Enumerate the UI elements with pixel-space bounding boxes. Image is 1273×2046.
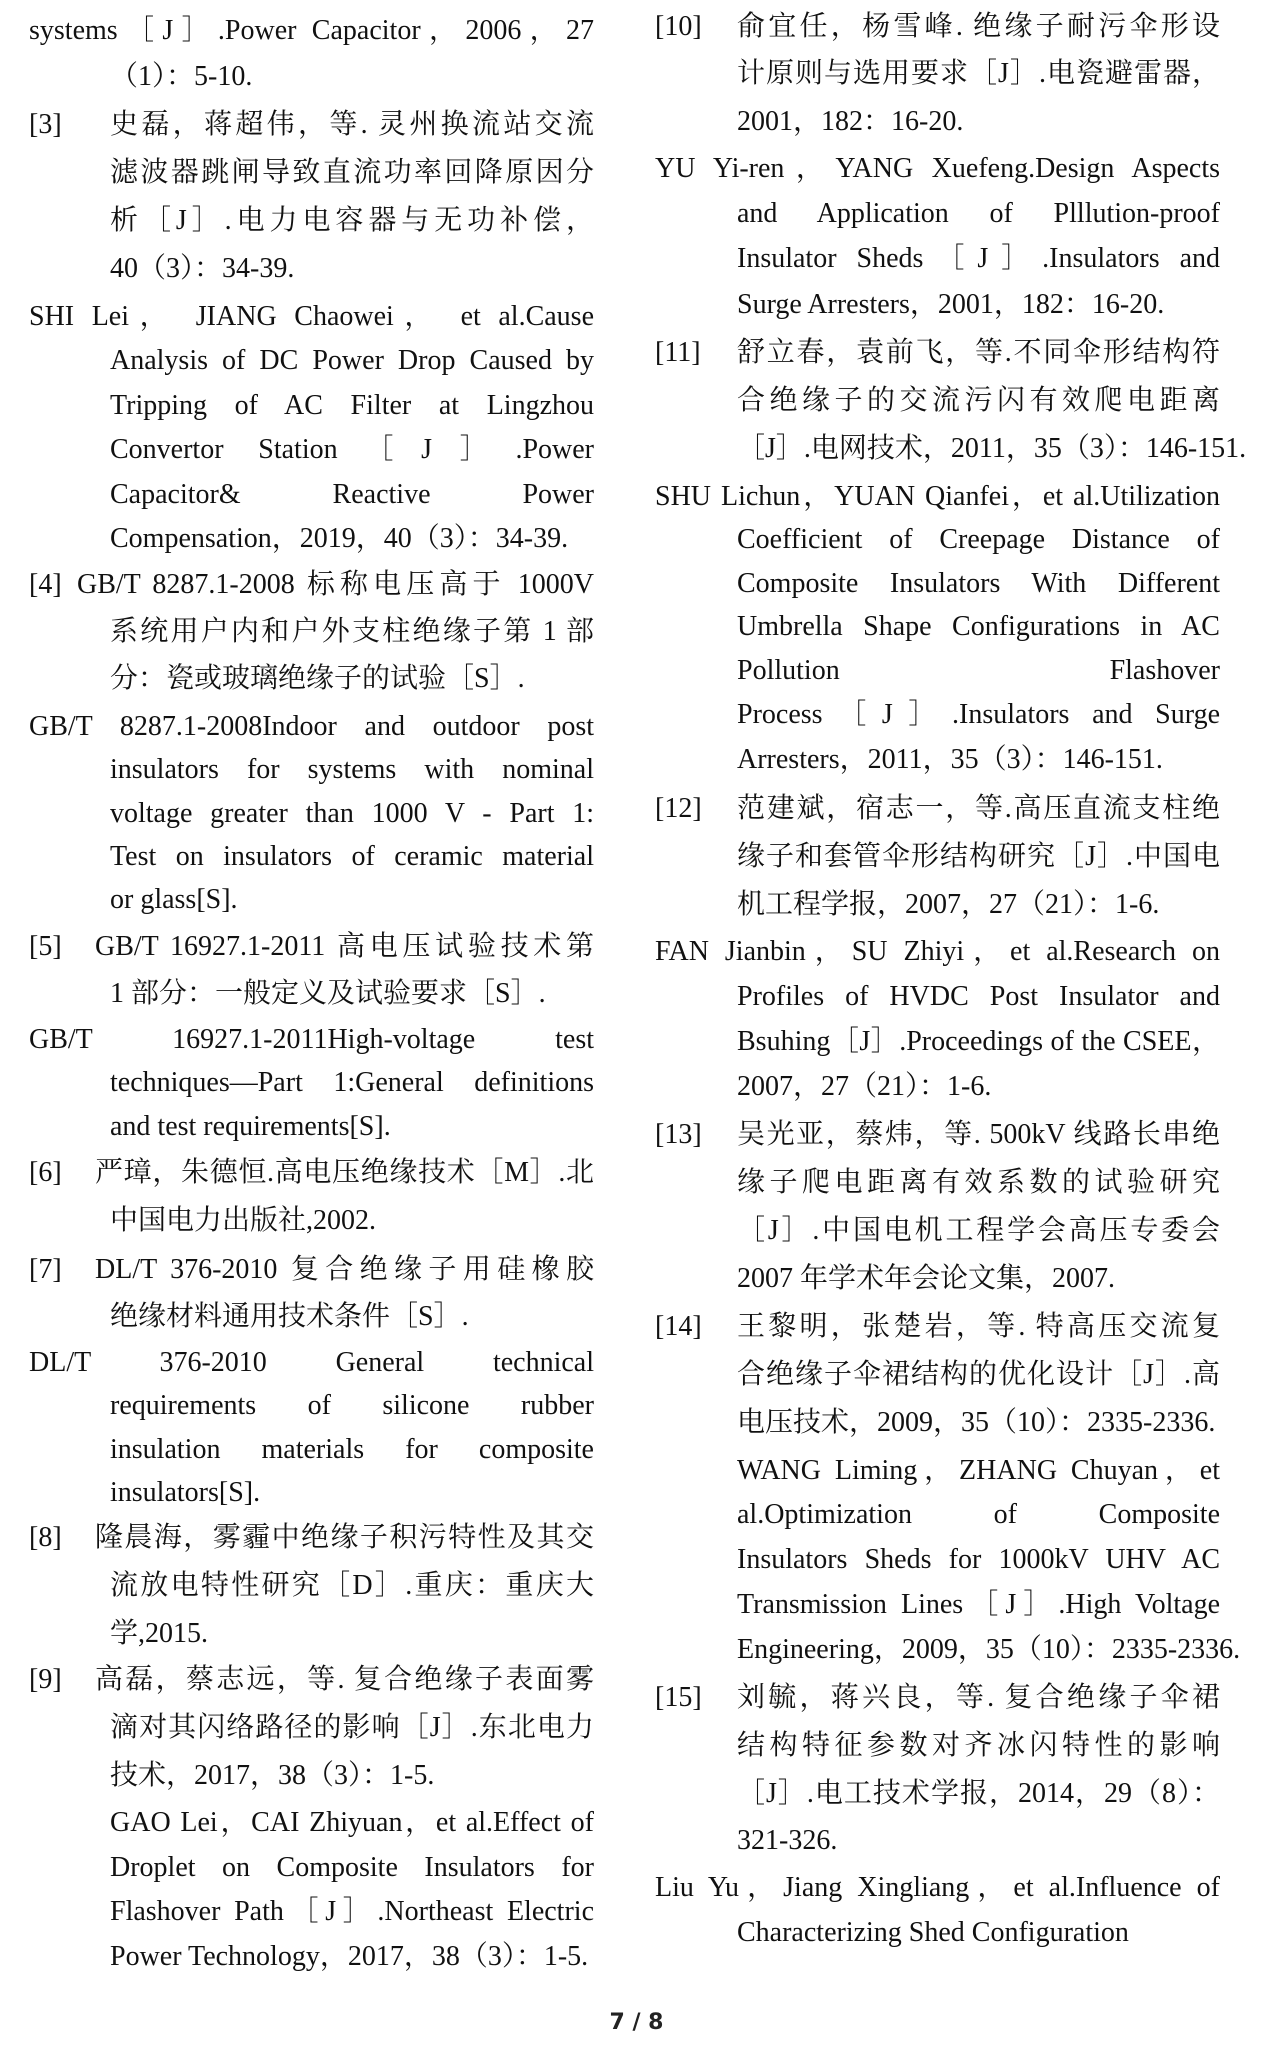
reference-line: （1）：5-10. <box>110 61 253 92</box>
reference-number: [14] <box>655 1311 702 1342</box>
reference-number: [10] <box>655 11 702 42</box>
reference-line: Compensation，2019，40（3）：34-39. <box>110 523 569 554</box>
reference-number: [3] <box>29 109 62 140</box>
reference-line: Convertor Station［J］.Power <box>110 434 594 465</box>
reference-line: GB/T 16927.1-2011High-voltage test <box>29 1024 594 1055</box>
reference-line: SHI Lei， JIANG Chaowei， et al.Cause <box>29 301 594 332</box>
reference-line: 321-326. <box>737 1825 838 1856</box>
reference-line: 分：瓷或玻璃绝缘子的试验［S］. <box>110 663 525 694</box>
reference-line: Insulators Sheds for 1000kV UHV AC <box>737 1544 1220 1575</box>
reference-line: GB/T 8287.1-2008Indoor and outdoor post <box>29 711 594 742</box>
reference-line: Liu Yu，Jiang Xingliang，et al.Influence of <box>655 1872 1220 1903</box>
reference-line: 滴对其闪络路径的影响［J］.东北电力 <box>110 1712 594 1743</box>
reference-line: Transmission Lines［J］.High Voltage <box>737 1589 1220 1620</box>
reference-line: and test requirements[S]. <box>110 1111 391 1142</box>
reference-line: requirements of silicone rubber <box>110 1390 594 1421</box>
reference-line: 史磊，蒋超伟，等. 灵州换流站交流 <box>110 109 594 140</box>
reference-line: Insulator Sheds［J］.Insulators and <box>737 243 1220 274</box>
reference-line: DL/T 376-2010 复合绝缘子用硅橡胶 <box>95 1254 594 1285</box>
reference-line: 2007 年学术年会论文集，2007. <box>737 1263 1116 1294</box>
reference-line: Analysis of DC Power Drop Caused by <box>110 345 594 376</box>
reference-line: 缘子和套管伞形结构研究［J］.中国电 <box>737 841 1220 872</box>
reference-line: 刘毓，蒋兴良，等. 复合绝缘子伞裙 <box>737 1682 1220 1713</box>
reference-line: 电压技术，2009，35（10）：2335-2336. <box>737 1407 1216 1438</box>
reference-number: [13] <box>655 1119 702 1150</box>
reference-line: Process［J］.Insulators and Surge <box>737 699 1220 730</box>
reference-line: GAO Lei，CAI Zhiyuan，et al.Effect of <box>110 1807 594 1838</box>
reference-line: 计原则与选用要求［J］.电瓷避雷器， <box>737 58 1220 89</box>
reference-line: FAN Jianbin，SU Zhiyi，et al.Research on <box>655 936 1220 967</box>
reference-line: ［J］.中国电机工程学会高压专委会 <box>737 1215 1220 1246</box>
reference-line: 滤波器跳闸导致直流功率回降原因分 <box>110 157 594 188</box>
reference-line: and Application of Plllution-proof <box>737 198 1220 229</box>
reference-line: 王黎明，张楚岩，等. 特高压交流复 <box>737 1311 1220 1342</box>
page-number: 7 / 8 <box>609 2010 664 2035</box>
reference-number: [7] <box>29 1254 62 1285</box>
reference-line: 系统用户内和户外支柱绝缘子第 1 部 <box>110 616 594 647</box>
reference-line: DL/T 376-2010 General technical <box>29 1347 594 1378</box>
reference-line: 1 部分：一般定义及试验要求［S］. <box>110 978 546 1009</box>
reference-line: Flashover Path［J］.Northeast Electric <box>110 1896 594 1927</box>
reference-line: or glass[S]. <box>110 884 238 915</box>
reference-line: ［J］.电工技术学报，2014，29（8）： <box>737 1778 1220 1809</box>
reference-line: 范建斌，宿志一，等.高压直流支柱绝 <box>737 793 1220 824</box>
reference-number: [15] <box>655 1682 702 1713</box>
reference-line: ［J］.电网技术，2011，35（3）：146-151. <box>737 433 1247 464</box>
reference-line: Profiles of HVDC Post Insulator and <box>737 981 1220 1012</box>
reference-line: Arresters，2011，35（3）：146-151. <box>737 744 1163 775</box>
reference-line: insulation materials for composite <box>110 1434 594 1465</box>
reference-line: 隆晨海，雾霾中绝缘子积污特性及其交 <box>95 1522 594 1553</box>
reference-line: systems［J］.Power Capacitor，2006，27 <box>29 15 594 46</box>
reference-line: 中国电力出版社,2002. <box>110 1205 377 1236</box>
reference-line: Tripping of AC Filter at Lingzhou <box>110 390 594 421</box>
reference-line: 合绝缘子的交流污闪有效爬电距离 <box>737 385 1220 416</box>
reference-line: GB/T 8287.1-2008 标称电压高于 1000V <box>77 569 594 600</box>
reference-number: [9] <box>29 1664 62 1695</box>
reference-line: 俞宜任，杨雪峰. 绝缘子耐污伞形设 <box>737 11 1220 42</box>
reference-line: techniques—Part 1:General definitions <box>110 1067 594 1098</box>
reference-line: Composite Insulators With Different <box>737 568 1220 599</box>
reference-line: Pollution Flashover <box>737 655 1220 686</box>
reference-line: 结构特征参数对齐冰闪特性的影响 <box>737 1730 1220 1761</box>
reference-line: 吴光亚，蔡炜，等. 500kV 线路长串绝 <box>737 1119 1220 1150</box>
reference-line: Power Technology，2017，38（3）：1-5. <box>110 1941 589 1972</box>
reference-number: [12] <box>655 793 702 824</box>
reference-line: 合绝缘子伞裙结构的优化设计［J］.高 <box>737 1359 1220 1390</box>
reference-line: 技术，2017，38（3）：1-5. <box>110 1760 435 1791</box>
reference-line: Surge Arresters，2001，182：16-20. <box>737 289 1165 320</box>
reference-line: GB/T 16927.1-2011 高电压试验技术第 <box>95 931 594 962</box>
reference-line: Coefficient of Creepage Distance of <box>737 524 1220 555</box>
reference-number: [11] <box>655 337 701 368</box>
reference-line: Test on insulators of ceramic material <box>110 841 594 872</box>
reference-line: 2001，182：16-20. <box>737 106 964 137</box>
reference-line: WANG Liming，ZHANG Chuyan，et <box>737 1455 1220 1486</box>
reference-line: 缘子爬电距离有效系数的试验研究 <box>737 1167 1220 1198</box>
reference-line: 流放电特性研究［D］.重庆：重庆大 <box>110 1570 594 1601</box>
reference-number: [4] <box>29 569 62 600</box>
reference-line: 2007，27（21）：1-6. <box>737 1071 992 1102</box>
reference-line: Engineering，2009，35（10）：2335-2336. <box>737 1634 1241 1665</box>
reference-line: 严璋，朱德恒.高电压绝缘技术［M］.北 <box>95 1157 594 1188</box>
reference-line: voltage greater than 1000 V - Part 1: <box>110 798 594 829</box>
reference-number: [5] <box>29 931 62 962</box>
reference-line: insulators[S]. <box>110 1477 261 1508</box>
reference-line: al.Optimization of Composite <box>737 1499 1220 1530</box>
reference-line: 绝缘材料通用技术条件［S］. <box>110 1301 469 1332</box>
reference-line: 舒立春，袁前飞，等.不同伞形结构符 <box>737 337 1220 368</box>
reference-line: YU Yi-ren，YANG Xuefeng.Design Aspects <box>655 153 1220 184</box>
reference-line: 40（3）：34-39. <box>110 253 295 284</box>
reference-line: Umbrella Shape Configurations in AC <box>737 611 1220 642</box>
reference-number: [6] <box>29 1157 62 1188</box>
reference-line: Characterizing Shed Configuration <box>737 1917 1129 1948</box>
reference-line: 学,2015. <box>110 1618 209 1649</box>
reference-line: 机工程学报，2007，27（21）：1-6. <box>737 889 1160 920</box>
reference-line: 高磊，蔡志远，等. 复合绝缘子表面雾 <box>95 1664 594 1695</box>
reference-line: SHU Lichun，YUAN Qianfei，et al.Utilization <box>655 481 1220 512</box>
reference-number: [8] <box>29 1522 62 1553</box>
reference-line: insulators for systems with nominal <box>110 754 594 785</box>
reference-line: Bsuhing［J］.Proceedings of the CSEE， <box>737 1026 1220 1057</box>
reference-line: Capacitor& Reactive Power <box>110 479 594 510</box>
reference-line: 析［J］.电力电容器与无功补偿， <box>110 205 594 236</box>
reference-line: Droplet on Composite Insulators for <box>110 1852 594 1883</box>
